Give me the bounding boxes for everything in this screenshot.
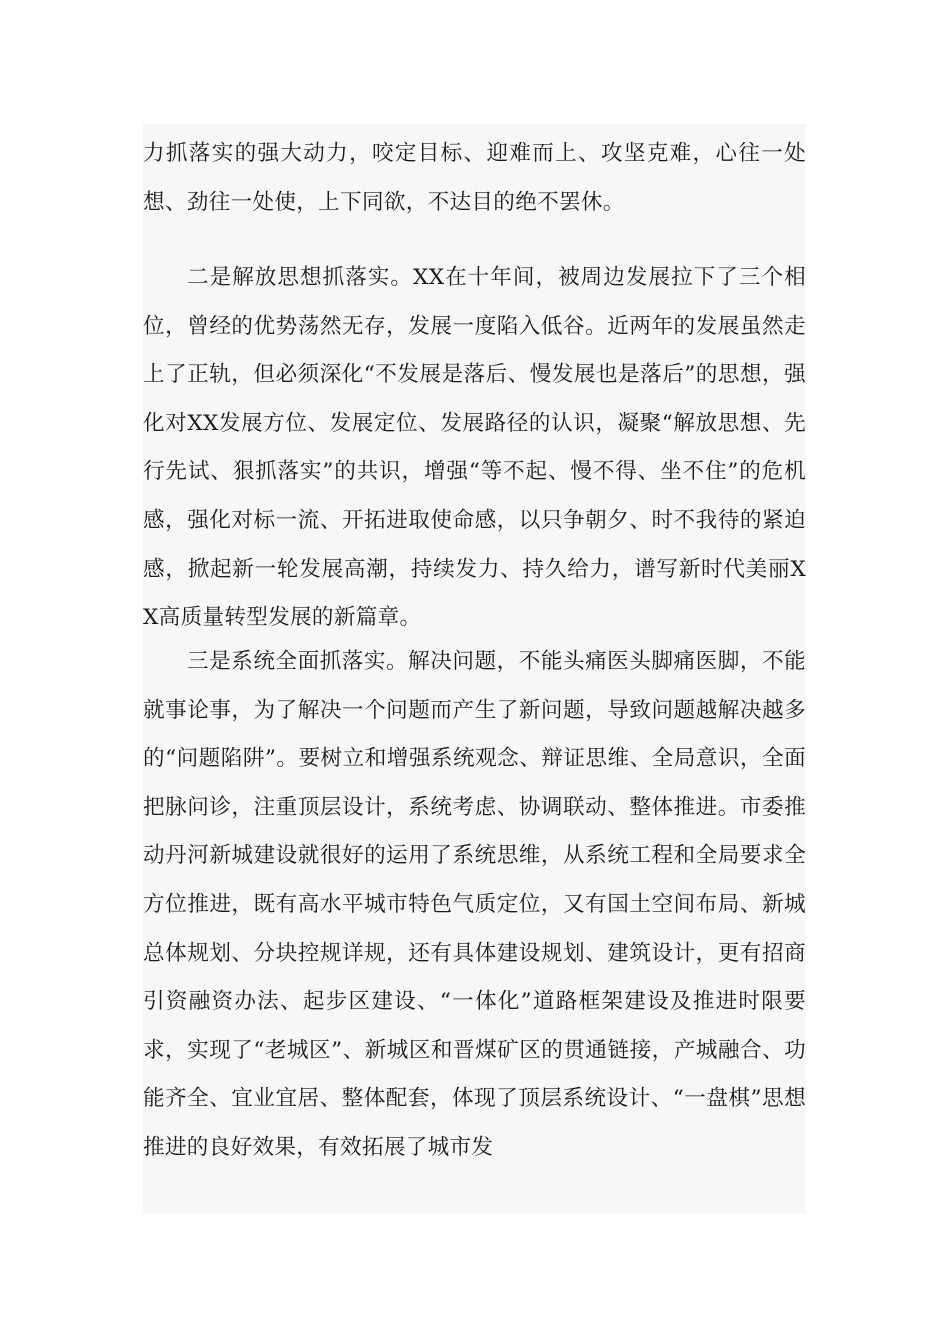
paragraph-systematic-implementation: 三是系统全面抓落实。解决问题，不能头痛医头脚痛医脚，不能就事论事，为了解决一个问题而产生了新问题，导致问题越解决越多的“问题陷阱”。要树立和增强系统观念、辩证思维、全局意识，全面把脉问诊，注重顶层设计，系统考虑、协调联动、整体推进。市委推动丹河新城建设就很好的运用了系统思维，从系统工程和全局要求全方位推进，既有高水平城市特色气质定位，又有国土空间布局、新城总体规划、分块控规详规，还有具体建设规划、建筑设计，更有招商引资融资办法、起步区建设、“一体化”道路框架建设及推进时限要求，实现了“老城区”、新城区和晋煤矿区的贯通链接，产城融合、功能齐全、宜业宜居、整体配套，体现了顶层系统设计、“一盘棋”思想推进的良好效果，有效拓展了城市发 — [143, 649, 806, 1160]
paragraph-continuation: 力抓落实的强大动力，咬定目标、迎难而上、攻坚克难，心往一处想、劲往一处使，上下同欲，不达目的绝不罢休。 — [143, 141, 806, 215]
paragraph-liberate-thinking: 二是解放思想抓落实。XX在十年间，被周边发展拉下了三个相位，曾经的优势荡然无存，发展一度陷入低谷。近两年的发展虽然走上了正轨，但必须深化“不发展是落后、慢发展也是落后”的思想，强化对XX发展方位、发展定位、发展路径的认识，凝聚“解放思想、先行先试、狠抓落实”的共识，增强“等不起、慢不得、坐不住”的危机感，强化对标一流、开拓进取使命感，以只争朝夕、时不我待的紧迫感，掀起新一轮发展高潮，持续发力、持久给力，谱写新时代美丽XX高质量转型发展的新篇章。 — [143, 265, 806, 631]
document-body — [143, 124, 806, 1214]
